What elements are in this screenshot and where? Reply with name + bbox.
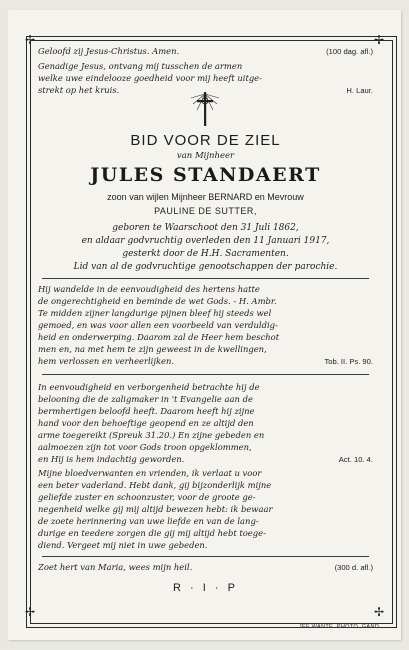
- prayer-attribution: H. Laur.: [346, 86, 373, 95]
- father-name: BERNARD: [208, 192, 253, 202]
- paragraph3-line: negenheid welke gij mij altijd bewezen hebt: ik bewaar: [38, 504, 273, 514]
- parents-prefix: zoon van wijlen Mijnheer: [107, 192, 206, 202]
- invocation-title: Geloofd zij Jesus-Christus. Amen.: [38, 46, 180, 56]
- divider: [42, 556, 369, 557]
- sacraments-line: gesterkt door de H.H. Sacramenten.: [122, 249, 289, 259]
- corner-ornament-icon: ✢: [373, 605, 385, 619]
- paragraph2-line: hand voor den behoeftige geopend en ze altijd den: [38, 418, 254, 428]
- paragraph3-line: geliefde zuster en schoonzuster, voor de groote ge-: [38, 492, 256, 502]
- paragraph2-line: bermhertigen beloofd heeft. Daarom heeft hij zijne: [38, 406, 255, 416]
- paragraph1-reference: Tob. II. Ps. 90.: [324, 357, 373, 366]
- invocation-line: [38, 46, 373, 56]
- paragraph3-line: een beter vaderland. Hebt dank, gij bijzonderlijk mijne: [38, 480, 272, 490]
- divider: [42, 278, 369, 279]
- memorial-card: [8, 10, 401, 640]
- paragraph3-line: Mijne bloedverwanten en vrienden, ik verlaat u voor: [38, 468, 262, 478]
- membership-line: Lid van al de godvruchtige genootschappen der parochie.: [73, 262, 338, 272]
- divider: [42, 374, 369, 375]
- paragraph1-line: Hij wandelde in de eenvoudigheid des hertens hatte: [38, 284, 260, 294]
- paragraph1-line: de ongerechtigheid en beminde de wet Gods. - H. Ambr.: [38, 296, 277, 306]
- deceased-name: JULES STANDAERT: [90, 164, 321, 186]
- paragraph2-line: arme toegereikt (Spreuk 31.20.) En zijne gebeden en: [38, 430, 265, 440]
- paragraph2-text: en Hij is hem indachtig geworden.: [38, 454, 185, 464]
- closing-invocation: Zoet hert van Maria, wees mijn heil.: [38, 562, 193, 572]
- prayer-heading: BID VOOR DE ZIEL: [130, 132, 281, 149]
- paragraph3-line: de zoete herinnering van uwe liefde en van de lang-: [38, 516, 259, 526]
- birth-line: geboren te Waarschoot den 31 Juli 1862,: [112, 223, 299, 233]
- paragraph2-line: belooning die de zaligmaker in 't Evangelie aan de: [38, 394, 253, 404]
- paragraph2-line: aalmoezen zijn tot voor Gods troon opgeklommen,: [38, 442, 252, 452]
- paragraph2-reference: Act. 10. 4.: [338, 455, 373, 464]
- mother-name: PAULINE DE SUTTER,: [154, 206, 257, 216]
- prayer-line: welke uwe eindelooze goedheid voor mij heeft uitge-: [38, 73, 262, 83]
- paragraph1-line: men en, na met hem te zijn geweest in de kwellingen,: [38, 344, 267, 354]
- parents-line: [38, 192, 373, 202]
- printer-mark: JEF WANTE. PHOTO. GAND.: [298, 624, 381, 630]
- paragraph1-line: gemoed, en was voor allen een voorbeeld van verduldig-: [38, 320, 278, 330]
- corner-ornament-icon: ✢: [24, 605, 36, 619]
- prayer-line: Genadige Jesus, ontvang mij tusschen de armen: [38, 61, 243, 71]
- paragraph2-line: [38, 454, 373, 464]
- paragraph1-line: heid en onderwerping. Daarom zal de Heer hem beschot: [38, 332, 280, 342]
- cross-icon: [189, 90, 221, 130]
- corner-ornament-icon: ✢: [24, 33, 36, 47]
- closing-indulgence: (300 d. afl.): [334, 563, 373, 572]
- closing-line: [38, 562, 373, 572]
- corner-ornament-icon: ✢: [373, 33, 385, 47]
- paragraph2-line: In eenvoudigheid en verborgenheid betrachte hij de: [38, 382, 260, 392]
- parents-suffix: en Mevrouw: [254, 192, 304, 202]
- rip-text: R · I · P: [173, 582, 238, 594]
- death-line: en aldaar godvruchtig overleden den 11 Januari 1917,: [81, 236, 330, 246]
- paragraph1-text: hem verlossen en verheerlijken.: [38, 356, 175, 366]
- invocation-indulgence: (100 dag. afl.): [326, 47, 373, 56]
- prayer-line-text: strekt op het kruis.: [38, 85, 120, 95]
- paragraph3-line: durige en teedere zorgen die gij mij altijd hebt toege-: [38, 528, 266, 538]
- paragraph1-line: Te midden zijner langdurige pijnen bleef hij steeds wel: [38, 308, 272, 318]
- paragraph1-line: [38, 356, 373, 366]
- title-van-mijnheer: van Mijnheer: [176, 151, 235, 161]
- paragraph3-line: diend. Vergeet mij niet in uwe gebeden.: [38, 540, 208, 550]
